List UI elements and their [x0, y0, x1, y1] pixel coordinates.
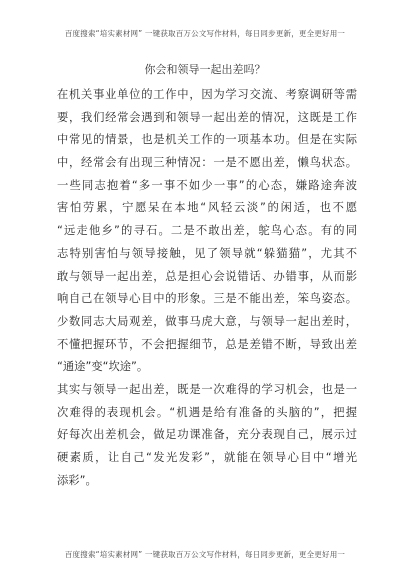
body-line-13: “通途”变“坎途”。 — [57, 360, 149, 374]
body-line-5: 一些同志抱着“多一事不如少一事”的心态，嫌路途奔波 — [57, 178, 357, 192]
body-line-8: 志特别害怕与领导接触，见了领导就“躲猫猫”，尤其不 — [57, 246, 357, 260]
body-line-15: 次难得的表现机会。“机遇是给有准备的头脑的”，把握 — [57, 405, 357, 419]
body-line-1: 在机关事业单位的工作中，因为学习交流、考察调研等需 — [57, 88, 357, 101]
body-line-7: “远走他乡”的寻石。二是不敢出差，鸵鸟心态。有的同 — [57, 224, 357, 238]
body-line-3: 中常见的情景，也是机关工作的一项基本功。但是在实际 — [57, 133, 357, 147]
body-line-10: 响自己在领导心目中的形象。三是不能出差，笨鸟姿态。 — [57, 292, 357, 306]
body-line-9: 敢与领导一起出差，总是担心会说错话、办错事，从而影 — [57, 269, 357, 283]
header-banner: 百度搜索“培实素材网” 一键获取百万公文写作材料，每日同步更新，更全更好用一 — [64, 29, 346, 38]
body-line-14: 其实与领导一起出差，既是一次难得的学习机会，也是一 — [57, 382, 357, 396]
body-line-2: 要，我们经常会遇到和领导一起出差的情况，这既是工作 — [57, 110, 357, 124]
document-body — [57, 84, 357, 492]
body-line-4: 中，经常会有出现三种情况：一是不愿出差，懒鸟状态。 — [57, 156, 357, 170]
body-line-11: 少数同志大局观差，做事马虎大意，与领导一起出差时， — [57, 314, 357, 328]
body-line-17: 硬素质，让自己“发光发彩”，就能在领导心目中“增光 — [57, 451, 357, 464]
body-line-6: 害怕劳累，宁愿呆在本地“风轻云淡”的闲适，也不愿 — [57, 201, 357, 215]
document-title: 你会和领导一起出差吗？ — [144, 63, 266, 76]
body-line-16: 好每次出差机会，做足功课准备，充分表现自己，展示过 — [57, 428, 357, 442]
body-line-12: 不懂把握环节，不会把握细节，总是差错不断，导致出差 — [57, 337, 357, 351]
footer-banner: 百度搜索“培实素材网” 一键获取百万公文写作材料，每日同步更新，更全更好用一 — [64, 550, 346, 559]
body-line-18: 添彩”。 — [57, 473, 97, 487]
